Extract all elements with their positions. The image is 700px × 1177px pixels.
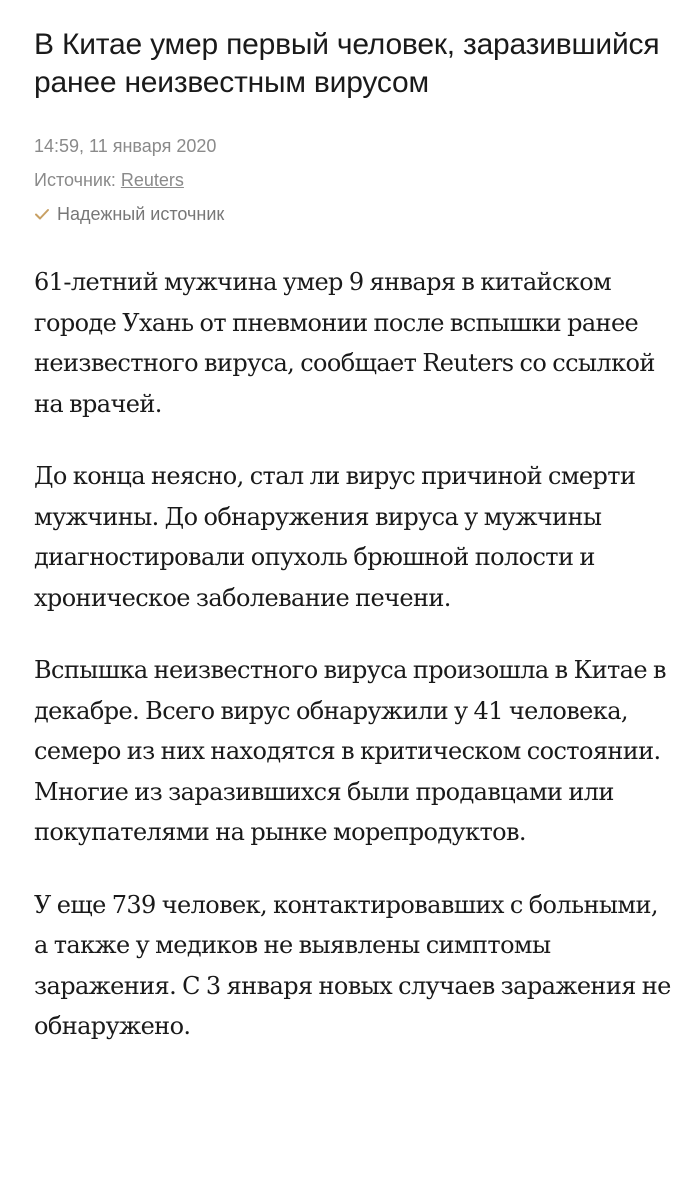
article-paragraph: 61-летний мужчина умер 9 января в китайском городе Ухань от пневмонии после вспышки ранее неизвестного вируса, сообщает Reuters со ссылкой на врачей. xyxy=(34,268,655,418)
source-link[interactable]: Reuters xyxy=(120,170,184,190)
checkmark-icon xyxy=(34,206,50,222)
article xyxy=(34,0,674,1079)
article-paragraph: До конца неясно, стал ли вирус причиной смерти мужчины. До обнаружения вируса у мужчины диагностировали опухоль брюшной полости и хроническое заболевание печени. xyxy=(34,462,636,612)
source-label: Источник: xyxy=(34,170,116,190)
publish-date: 14:59, 11 января 2020 xyxy=(34,136,217,156)
reliable-source-label: Надежный источник xyxy=(57,204,225,224)
article-title: В Китае умер первый человек, заразившийся ранее неизвестным вирусом xyxy=(34,28,660,99)
article-paragraph: У еще 739 человек, контактировавших с больными, а также у медиков не выявлены симптомы заражения. С 3 января новых случаев заражения не обнаружено. xyxy=(34,890,671,1040)
reliable-source-badge xyxy=(34,202,674,226)
article-paragraph: Вспышка неизвестного вируса произошла в Китае в декабре. Всего вирус обнаружили у 41 человека, семеро из них находятся в критическом состоянии. Многие из заразившихся были продавцами или покупателями на рынке морепродуктов. xyxy=(34,656,666,846)
source-line xyxy=(34,168,674,192)
article-body xyxy=(34,262,674,1047)
